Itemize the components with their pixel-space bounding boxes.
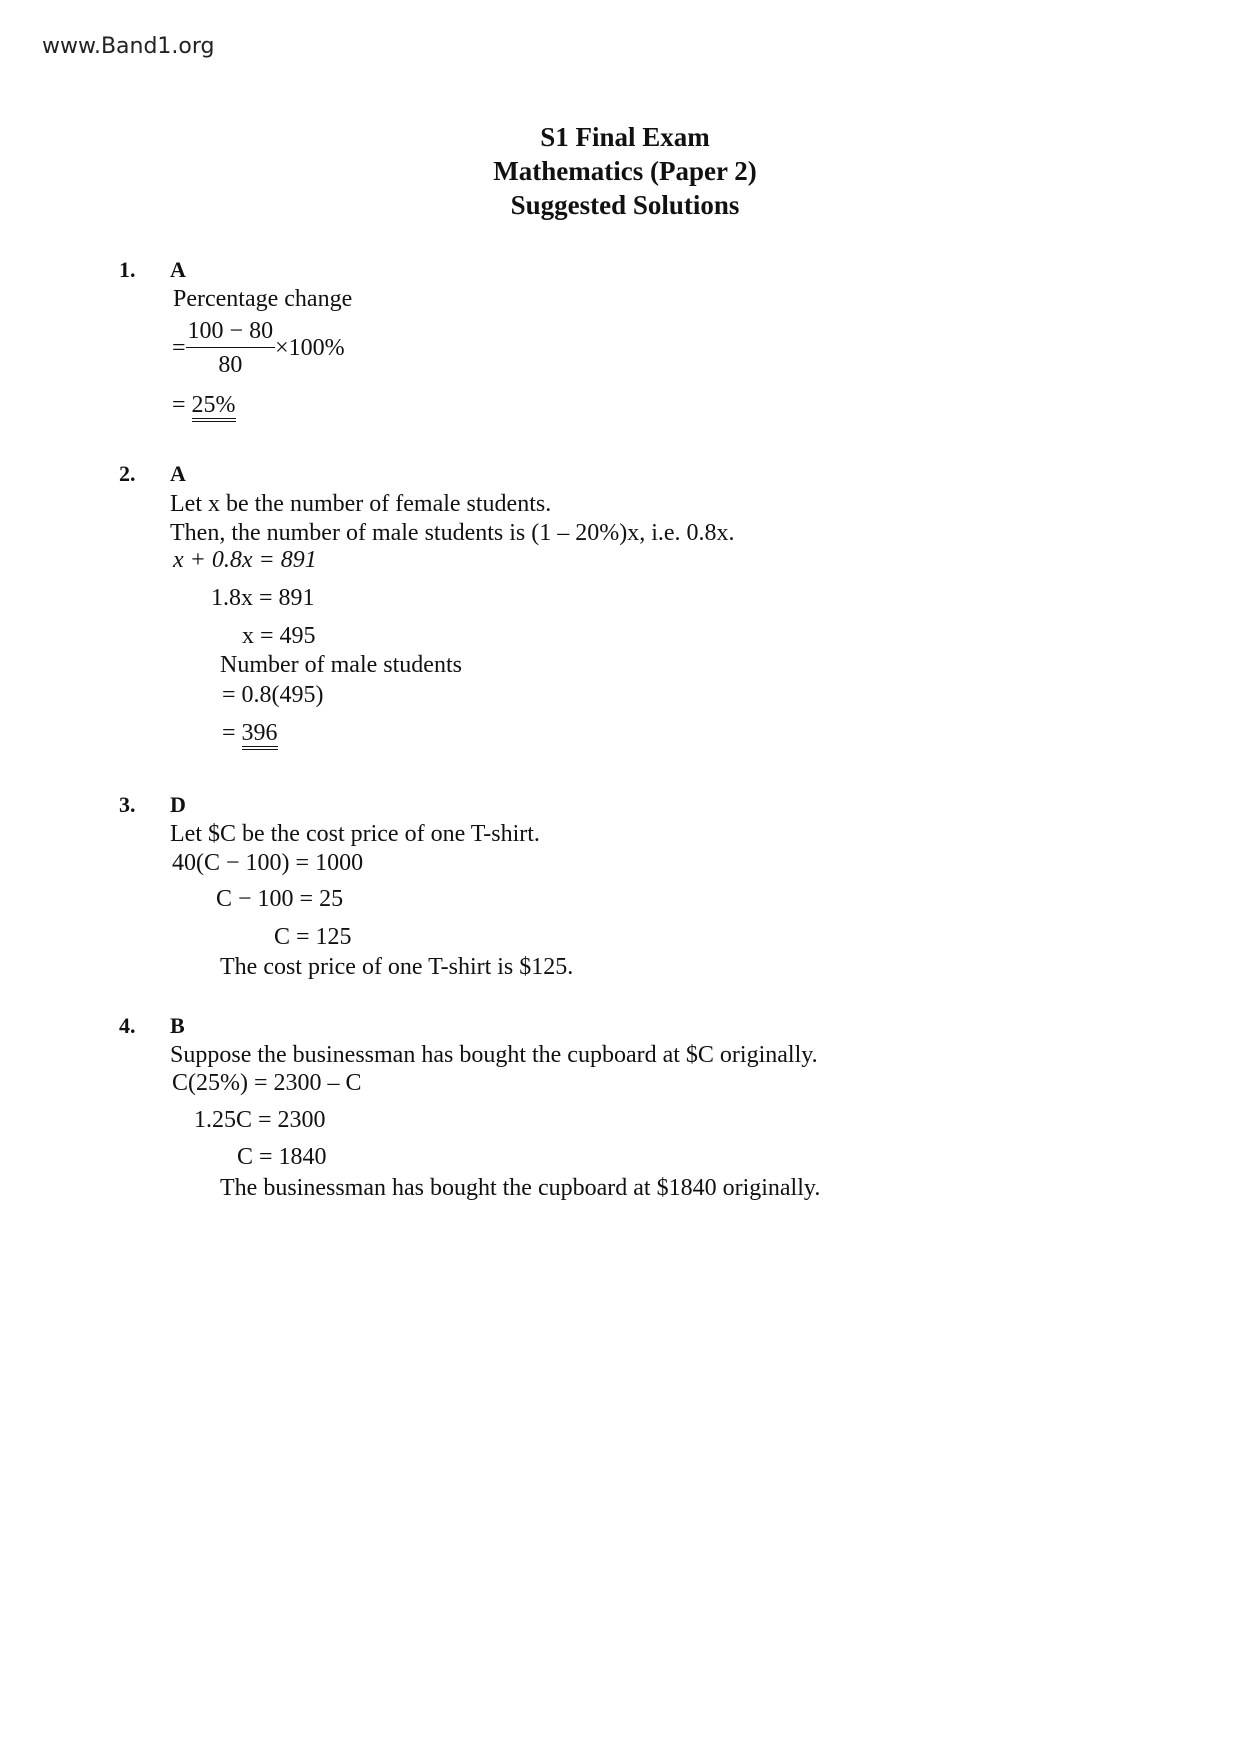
answer-letter: B (170, 1013, 185, 1038)
site-watermark: www.Band1.org (42, 34, 215, 59)
working-line: Let $C be the cost price of one T-shirt. (170, 821, 540, 847)
final-answer: 396 (242, 720, 278, 750)
answer-letter: A (170, 461, 186, 486)
numerator: 100 − 80 (186, 318, 276, 348)
question-number: 4. (119, 1013, 136, 1038)
answer-letter: D (170, 792, 186, 817)
equation: 1.25C = 2300 (194, 1107, 326, 1133)
fraction (186, 318, 276, 379)
equation: 1.8x = 891 (211, 585, 315, 611)
conclusion: The cost price of one T-shirt is $125. (220, 954, 574, 980)
equation: C = 125 (274, 924, 352, 950)
equation: C(25%) = 2300 – C (172, 1070, 362, 1096)
working-line: Suppose the businessman has bought the cupboard at $C originally. (170, 1042, 818, 1068)
equation: = 0.8(495) (222, 682, 324, 708)
working-line: Number of male students (220, 652, 462, 678)
working-line: Let x be the number of female students. (170, 491, 552, 517)
working-label: Percentage change (173, 286, 353, 312)
title-line-2: Mathematics (Paper 2) (493, 156, 757, 186)
working-line: Then, the number of male students is (1 – 20%)x, i.e. 0.8x. (170, 520, 735, 546)
title-line-1: S1 Final Exam (540, 122, 710, 152)
equals-sign: = (172, 335, 186, 361)
fraction-expression (172, 318, 345, 379)
equation: C − 100 = 25 (216, 886, 344, 912)
multiplier: ×100% (275, 335, 345, 361)
question-number: 1. (119, 257, 136, 282)
equation: x + 0.8x = 891 (173, 547, 317, 573)
question-number: 3. (119, 792, 136, 817)
answer-letter: A (170, 257, 186, 282)
equation: 40(C − 100) = 1000 (172, 850, 364, 876)
title-line-3: Suggested Solutions (510, 190, 740, 220)
result-line (222, 719, 278, 747)
equals-sign: = (222, 720, 236, 746)
equation: C = 1840 (237, 1144, 327, 1170)
equals-sign: = (172, 392, 186, 418)
question-number: 2. (119, 461, 136, 486)
denominator: 80 (218, 352, 243, 378)
equation: x = 495 (242, 623, 316, 649)
result-line (172, 391, 236, 419)
final-answer: 25% (192, 392, 236, 422)
conclusion: The businessman has bought the cupboard at $1840 originally. (220, 1175, 821, 1201)
